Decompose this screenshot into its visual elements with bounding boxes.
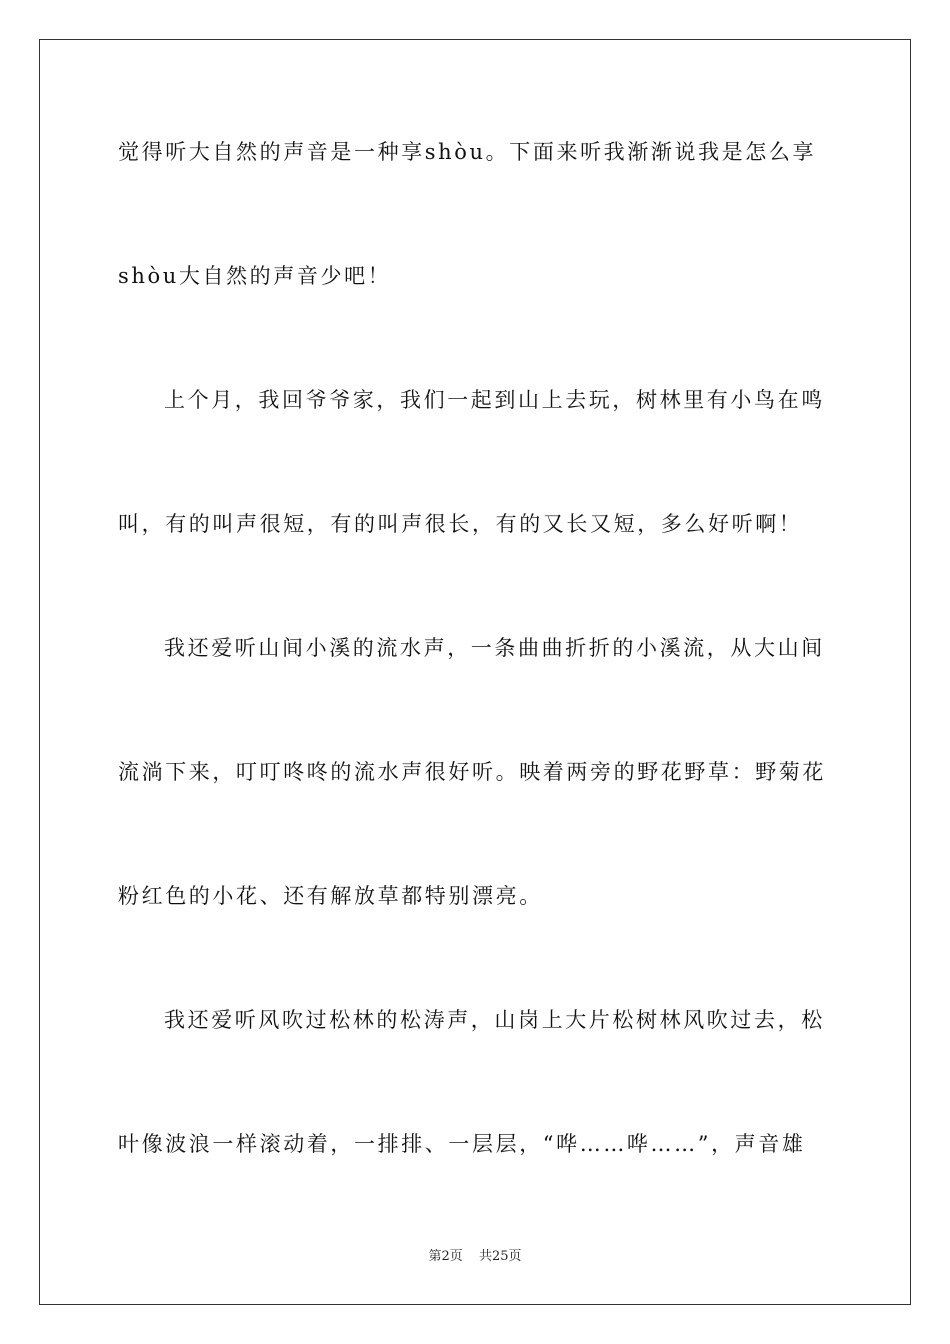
text-line: 叫，有的叫声很短，有的叫声很长，有的又长又短，多么好听啊！ xyxy=(118,512,803,536)
paragraph-first-line: 我还爱听风吹过松林的松涛声，山岗上大片松树林风吹过去，松 xyxy=(164,1008,825,1032)
page-frame xyxy=(39,39,911,1305)
page-footer xyxy=(0,1248,950,1266)
paragraph-first-line: 上个月，我回爷爷家，我们一起到山上去玩，树林里有小鸟在鸣 xyxy=(164,388,825,412)
text-line: 觉得听大自然的声音是一种享shòu。下面来听我渐渐说我是怎么享 xyxy=(118,140,817,164)
paragraph-first-line: 我还爱听山间小溪的流水声，一条曲曲折折的小溪流，从大山间 xyxy=(164,636,825,660)
page-number: 第2页 xyxy=(428,1249,463,1264)
text-line: shòu大自然的声音少吧！ xyxy=(118,264,392,288)
page-total: 共25页 xyxy=(478,1249,522,1264)
text-line: 流淌下来，叮叮咚咚的流水声很好听。映着两旁的野花野草：野菊花 xyxy=(118,760,826,784)
text-line: 粉红色的小花、还有解放草都特别漂亮。 xyxy=(118,884,543,908)
text-line: 叶像波浪一样滚动着，一排排、一层层，“哗……哗……”，声音雄 xyxy=(118,1132,806,1156)
